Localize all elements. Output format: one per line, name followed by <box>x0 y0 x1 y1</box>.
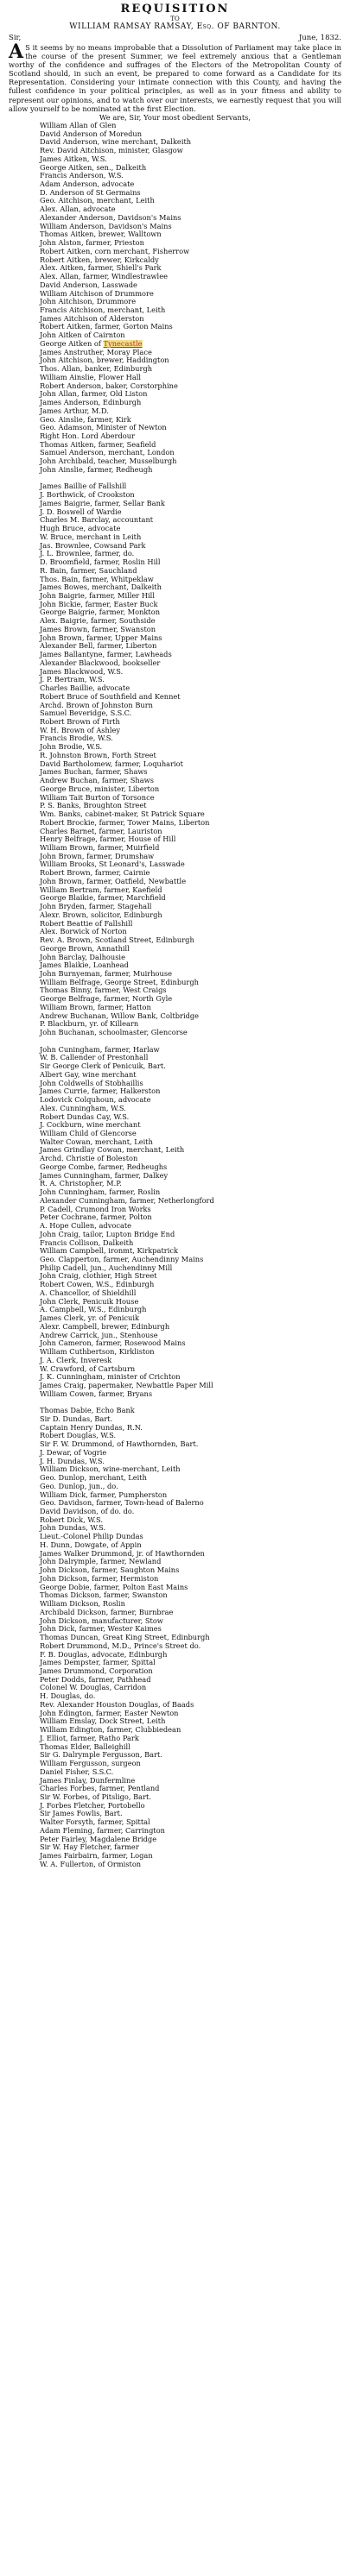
signatory-entry: Robert Brown of Firth <box>40 717 120 726</box>
signatory-entry: J. Borthwick, of Crookston <box>40 491 135 500</box>
signatory-entry: Francis Collison, Dalkeith <box>40 1238 134 1247</box>
signatory-entry: W. H. Brown of Ashley <box>40 726 121 734</box>
signatory-entry: William Bertram, farmer, Kaefield <box>40 885 162 894</box>
signatory-entry: J. K. Cunningham, minister of Crichton <box>40 1373 181 1382</box>
signatory-entry: Samuel Beveridge, S.S.C. <box>40 709 132 718</box>
signatory-entry: Thomas Aitken, farmer, Seafield <box>40 440 156 449</box>
signatory-entry: John Craig, tailor, Lupton Bridge End <box>40 1230 175 1238</box>
signatory-entry: William Fergusson, surgeon <box>40 1760 141 1768</box>
signatory-entry: William Brown, farmer, Muirfield <box>40 844 160 852</box>
signatory-entry: John Cunningham, farmer, Roslin <box>40 1188 161 1197</box>
signatory-entry: James Baigrie, farmer, Sellar Bank <box>40 499 165 507</box>
signatory-entry <box>9 1398 341 1407</box>
signatory-entry: Thomas Binny, farmer, West Craigs <box>40 986 167 995</box>
signatory-entry: J. Cockburn, wine merchant <box>40 1121 141 1130</box>
signatory-entry: Albert Gay, wine merchant <box>40 1070 137 1079</box>
signatory-entry: Robert Drummond, M.D., Prince's Street do. <box>40 1641 201 1650</box>
signatory-entry: F. B. Douglas, advocate, Edinburgh <box>40 1650 168 1659</box>
signatory-entry: Geo. Adamson, Minister of Newton <box>40 424 167 432</box>
signatory-entry: William Brown, farmer, Hatton <box>40 1003 151 1011</box>
signatory-entry: Adam Fleming, farmer, Carrington <box>40 1826 165 1835</box>
signatory-entry: Geo. Davidson, farmer, Town-head of Balerno <box>40 1499 204 1508</box>
signatory-entry: Charles Baillie, advocate <box>40 684 130 693</box>
signatory-entry: John Brodie, W.S. <box>40 743 103 752</box>
signatory-entry: R. Johnston Brown, Forth Street <box>40 751 156 759</box>
signatory-entry: John Buchanan, schoolmaster, Glencorse <box>40 1029 188 1037</box>
salutation-row <box>9 34 341 43</box>
signatory-entry: W. Bruce, merchant in Leith <box>40 532 142 541</box>
signatory-entry: James Anderson, Edinburgh <box>40 399 142 407</box>
signatory-entry: Walter Forsyth, farmer, Spittal <box>40 1818 150 1827</box>
signatory-entry: Thomas Aitken, brewer, Walltown <box>40 230 162 239</box>
signatory-entry: Adam Anderson, advocate <box>40 180 135 188</box>
signatory-entry: James Grindlay Cowan, merchant, Leith <box>40 1146 185 1155</box>
signatory-entry: William Cowen, farmer, Bryans <box>40 1389 153 1398</box>
addressee: WILLIAM RAMSAY RAMSAY, Esq. OF BARNTON. <box>69 22 281 31</box>
signatory-entry: Robert Douglas, W.S. <box>40 1432 117 1440</box>
signatory-entry: James Drummond, Corporation <box>40 1666 153 1675</box>
signatory-entry: Archd. Christie of Boleston <box>40 1155 138 1163</box>
signatory-entry: Archibald Dickson, farmer, Burnbrae <box>40 1608 174 1616</box>
signatory-entry: James Ballantyne, farmer, Lawheads <box>40 651 172 659</box>
signatory-entry: Alexander Cunningham, farmer, Netherlongford <box>40 1196 214 1205</box>
signatory-entry: George Bruce, minister, Liberton <box>40 784 160 793</box>
signatory-entry: W. A. Fullerton, of Ormiston <box>40 1860 142 1868</box>
signatory-entry: Charles Barnet, farmer, Lauriston <box>40 827 162 835</box>
signatory-entry: Geo. Clapperton, farmer, Auchendinny Mains <box>40 1255 204 1263</box>
signatory-entry: Alexander Bell, farmer, Liberton <box>40 642 157 651</box>
signatory-entry: Robert Dick, W.S. <box>40 1515 103 1524</box>
signatory-entry: John Dickson, farmer, Hermiston <box>40 1574 159 1583</box>
signatory-entry: Wm. Banks, cabinet-maker, St Patrick Square <box>40 810 205 819</box>
signatory-entry: William Child of Glencorse <box>40 1129 137 1137</box>
signatory-entry: A. Chancellor, of Shieldhill <box>40 1288 137 1297</box>
signatory-entry: John Brown, farmer, Drumshaw <box>40 852 155 860</box>
signatory-entry: Robert Cowen, W.S., Edinburgh <box>40 1281 155 1289</box>
signatory-entry: Lodovick Colquhoun, advocate <box>40 1096 151 1105</box>
signatory-entry: James Aitchison of Alderston <box>40 314 144 323</box>
signatory-entry: Thomas Elder, Balleighill <box>40 1742 130 1751</box>
signatory-entry: John Barclay, Dalhousie <box>40 953 125 961</box>
signatory-entry: Rev. Alexander Houston Douglas, of Baads <box>40 1700 194 1709</box>
signatory-entry: Thomas Duncan, Great King Street, Edinburgh <box>40 1634 210 1642</box>
signatory-entry: John Dalrymple, farmer, Newland <box>40 1558 162 1566</box>
signatory-entry: George Baigrie, farmer, Monkton <box>40 608 161 617</box>
signatory-entry: Alex. Cunningham, W.S. <box>40 1104 126 1112</box>
signatory-entry: Alexr. Brown, solicitor, Edinburgh <box>40 910 162 919</box>
signatory-entry: Peter Cochrane, farmer, Polton <box>40 1213 152 1222</box>
requisition-body <box>9 43 341 113</box>
signatory-entry: Daniel Fisher, S.S.C. <box>40 1767 114 1776</box>
signatory-entry: George Aitken, sen., Dalkeith <box>40 163 147 172</box>
signatory-entry: Alex. Borwick of Norton <box>40 928 127 936</box>
signatory-entry: Rev. A. Brown, Scotland Street, Edinburgh <box>40 936 194 945</box>
closing-line: We are, Sir, Your most obedient Servants, <box>99 112 251 122</box>
signatory-entry: David Anderson, wine merchant, Dalkeith <box>40 138 192 147</box>
signatory-entry: William Aitchison of Drummore <box>40 289 154 298</box>
signatory-entry: James Bowes, merchant, Dalkeith <box>40 583 162 592</box>
signatory-entry: George Combe, farmer, Redheughs <box>40 1162 168 1171</box>
signatory-entry: A. Campbell, W.S., Edinburgh <box>40 1306 147 1314</box>
signatory-entry: Andrew Buchanan, Willow Bank, Coltbridge <box>40 1011 200 1020</box>
signatory-entry: John Baigrie, farmer, Miller Hill <box>40 591 155 600</box>
signatory-entry: Archd. Brown of Johnston Burn <box>40 701 153 709</box>
signatory-entry: Robert Aitken, brewer, Kirkcaldy <box>40 255 159 264</box>
signatory-entry: John Allan, farmer, Old Liston <box>40 390 148 399</box>
signatory-entry: William Dickson, wine-merchant, Leith <box>40 1465 181 1474</box>
signatory-entry: Francis Anderson, W.S. <box>40 172 124 180</box>
signatory-entry: Philip Cadell, jun., Auchendinny Mill <box>40 1263 173 1272</box>
signatory-entry: Robert Brockie, farmer, Tower Mains, Liberton <box>40 818 210 827</box>
signatory-entry: D. Anderson of St Germains <box>40 188 141 197</box>
signatory-entry: William Ainslie, Flower Hall <box>40 373 142 381</box>
signatory-entry: James Aitken, W.S. <box>40 154 107 163</box>
signatory-entry: Sir W. Hay Fletcher, farmer <box>40 1843 139 1852</box>
signatory-entry: J. Dewar, of Vogrie <box>40 1448 107 1457</box>
signatory-entry: Robert Dundas Cay, W.S. <box>40 1112 130 1121</box>
signatory-entry: James Clerk, yr. of Penicuik <box>40 1314 139 1323</box>
signatory-entry: Charles M. Barclay, accountant <box>40 516 154 525</box>
to-line: TO <box>170 16 180 22</box>
signatory-entry: Geo. Ainslie, farmer, Kirk <box>40 415 131 424</box>
signatory-entry: David Anderson of Moredun <box>40 129 143 138</box>
signatory-entry: Thomas Dabie, Echo Bank <box>40 1407 135 1415</box>
date-line: June, 1832. <box>298 34 341 42</box>
signatory-entry: James Craig, papermaker, Newbattle Paper Mill <box>40 1382 213 1389</box>
signatory-entry: William Edington, farmer, Clubbiedean <box>40 1726 181 1735</box>
signatory-entry: Alex. Allan, farmer, Windlestrawlee <box>40 273 168 281</box>
signatory-entry: Sir D. Dundas, Bart. <box>40 1414 113 1423</box>
signatory-entry: Sir George Clerk of Penicuik, Bart. <box>40 1062 166 1071</box>
signatory-entry: Colonel W. Douglas, Carridon <box>40 1684 147 1692</box>
signatory-entry: Rev. David Aitchison, minister, Glasgow <box>40 147 183 155</box>
drop-cap: A <box>9 41 24 63</box>
signatory-entry: Francis Brodie, W.S. <box>40 734 113 743</box>
signatory-entry: Robert Aitken, farmer, Gorton Mains <box>40 323 173 331</box>
signatory-entry: John Alston, farmer, Prieston <box>40 239 144 248</box>
signatory-entry: Charles Forbes, farmer, Pentland <box>40 1785 160 1793</box>
signatory-entry: John Dickson, farmer, Saughton Mains <box>40 1566 180 1575</box>
signatory-entry: P. Cadell, Crumond Iron Works <box>40 1205 151 1213</box>
signatory-entry: James Fairbairn, farmer, Logan <box>40 1852 153 1861</box>
signatory-entry: William Anderson, Davidson's Mains <box>40 222 172 230</box>
signatory-entry: Hugh Bruce, advocate <box>40 525 121 533</box>
signatory-entry: W. B. Callender of Prestonhall <box>40 1054 149 1062</box>
signatory-entry: William Dickson, Roslin <box>40 1600 125 1609</box>
signatory-entry: A. Hope Cullen, advocate <box>40 1222 132 1231</box>
signatory-entry: Robert Bruce of Southfield and Kennet <box>40 692 181 701</box>
signatory-entry: William Brooks, St Leonard's, Lasswade <box>40 860 185 869</box>
signatory-entry: John Bickie, farmer, Easter Buck <box>40 600 158 608</box>
requisition-text: S it seems by no means improbable that a Dissolution of Parliament may take place in the course of the present Summer, we feel extremely anxious that a Gentleman worthy of the confidence and suffrages of the Electors of the Metropolitan County of Scotland should, in such an event, be prepared to come forward as a Candidate for its Representation. Considering your intimate connection with this County, and having the fullest confidence in your political principles, as well as in your fitness and ability to represent our opinions, and to watch over our interests, we earnestly request that you will allow yourself to be nominated at the first Election. <box>9 43 341 113</box>
signatory-entry: John Bryden, farmer, Stagehall <box>40 903 152 911</box>
signatory-entry: David Anderson, Lasswade <box>40 280 137 289</box>
signatory-list <box>9 122 341 1869</box>
signatory-entry: Alexr. Campbell, brewer, Edinburgh <box>40 1322 170 1331</box>
signatory-entry: Henry Belfrage, farmer, House of Hill <box>40 835 176 844</box>
signatory-entry: William Dick, farmer, Pumpherston <box>40 1490 168 1499</box>
signatory-entry: Thos. Allan, banker, Edinburgh <box>40 365 153 374</box>
signatory-entry: Alex. Aitken, farmer, Shiell's Park <box>40 264 162 273</box>
page-title: REQUISITION <box>120 3 230 16</box>
signatory-entry: D. Broomfield, farmer, Roslin Hill <box>40 558 161 567</box>
signatory-entry: William Tait Burton of Torsonce <box>40 793 155 802</box>
signatory-entry: Thos. Bain, farmer, Whitpeklaw <box>40 575 154 583</box>
signatory-entry: James Finlay, Dunfermline <box>40 1776 136 1785</box>
signatory-entry: J. Elliot, farmer, Ratho Park <box>40 1734 139 1742</box>
signatory-entry: James Blackwood, W.S. <box>40 667 124 676</box>
signatory-entry: David Bartholomew, farmer, Loquhariot <box>40 759 183 768</box>
signatory-entry: Jas. Brownlee, Cowsand Park <box>40 541 146 550</box>
signatory-entry: R. A. Christopher, M.P. <box>40 1180 122 1188</box>
signatory-entry: William Belfrage, George Street, Edinburgh <box>40 978 199 986</box>
signatory-entry <box>9 475 341 483</box>
signatory-entry: John Aitchison, brewer, Haddington <box>40 356 169 365</box>
signatory-entry: John Craig, clothier, High Street <box>40 1272 157 1281</box>
signatory-entry: Robert Brown, farmer, Cairnie <box>40 869 150 878</box>
signatory-entry: P. Blackburn, yr. of Killearn <box>40 1020 139 1029</box>
signatory-entry: H. Dunn, Dowgate, of Appin <box>40 1540 142 1549</box>
signatory-entry: J. Forbes Fletcher, Portobello <box>40 1801 145 1810</box>
signatory-entry: John Edington, farmer, Easter Newton <box>40 1709 179 1717</box>
signatory-entry: John Cuningham, farmer, Harlaw <box>40 1045 160 1054</box>
signatory-entry: Robert Anderson, baker, Corstorphine <box>40 381 178 390</box>
signatory-entry: H. Douglas, do. <box>40 1692 96 1701</box>
signatory-entry: Alexander Anderson, Davidson's Mains <box>40 213 181 222</box>
signatory-entry: Alex. Allan, advocate <box>40 205 116 214</box>
signatory-entry: Geo. Dunlop, merchant, Leith <box>40 1474 147 1483</box>
signatory-entry: John Dundas, W.S. <box>40 1524 106 1533</box>
signatory-entry: John Brown, farmer, Oatfield, Newbattle <box>40 877 187 885</box>
signatory-entry: Geo. Aitchison, merchant, Leith <box>40 197 155 205</box>
signatory-entry: Sir G. Dalrymple Fergusson, Bart. <box>40 1751 162 1760</box>
signatory-entry: J. H. Dundas, W.S. <box>40 1457 105 1465</box>
signatory-entry: William Emslay, Dock Street, Leith <box>40 1717 166 1726</box>
signatory-entry: John Burnyeman, farmer, Muirhouse <box>40 970 172 979</box>
salutation: Sir, <box>9 34 22 42</box>
signatory-entry: John Ainslie, farmer, Redheugh <box>40 465 153 474</box>
signatory-entry: J. L. Brownlee, farmer, do. <box>40 550 135 558</box>
signatory-entry: James Buchan, farmer, Shaws <box>40 768 148 777</box>
signatory-entry: George Belfrage, farmer, North Gyle <box>40 995 173 1004</box>
signatory-entry <box>9 1037 341 1046</box>
signatory-entry: Alexander Blackwood, bookseller <box>40 658 161 667</box>
signatory-entry: John Aitken of Cairnton <box>40 331 125 340</box>
signatory-entry: Walter Cowan, merchant, Leith <box>40 1137 153 1146</box>
signatory-entry: James Dempster, farmer, Spittal <box>40 1659 156 1667</box>
signatory-entry: P. S. Banks, Broughton Street <box>40 802 147 810</box>
signatory-entry: Peter Dodds, farmer, Pathhead <box>40 1675 151 1684</box>
signatory-entry: George Brown, Annathill <box>40 944 130 953</box>
signatory-entry: James Blaikie, Loanhead <box>40 961 129 970</box>
signatory-entry: David Davidson, of do. do. <box>40 1508 135 1516</box>
signatory-entry: Andrew Buchan, farmer, Shaws <box>40 777 154 785</box>
signatory-entry: Sir F. W. Drummond, of Hawthornden, Bart. <box>40 1440 199 1449</box>
highlighted-word: Tynecastle <box>103 339 143 348</box>
signatory-entry: Samuel Anderson, merchant, London <box>40 449 175 457</box>
signatory-entry: William Campbell, ironmt, Kirkpatrick <box>40 1247 178 1256</box>
signatory-entry: James Cunningham, farmer, Dalkey <box>40 1171 169 1180</box>
signatory-entry: James Brown, farmer, Swanston <box>40 625 156 633</box>
signatory-entry: George Aitken of Tynecastle <box>40 339 143 348</box>
signatory-entry: Robert Aitken, corn merchant, Fisherrow <box>40 247 190 255</box>
signatory-entry: James Walker Drummond, jr. of Hawthornden <box>40 1549 205 1558</box>
signatory-entry: John Clerk, Penicuik House <box>40 1297 139 1306</box>
signatory-entry: George Blaikie, farmer, Marchfield <box>40 894 166 903</box>
signatory-entry: Francis Aitchison, merchant, Leith <box>40 306 166 314</box>
signatory-entry: James Anstruther, Moray Place <box>40 348 152 356</box>
signatory-entry: James Currie, farmer, Halkerston <box>40 1087 161 1096</box>
signatory-entry: John Dick, farmer, Wester Kaimes <box>40 1625 162 1634</box>
signatory-entry: John Brown, farmer, Upper Mains <box>40 633 162 642</box>
signatory-entry: J. A. Clerk, Inveresk <box>40 1356 112 1364</box>
signatory-entry: John Cameron, farmer, Rosewood Mains <box>40 1339 186 1348</box>
signatory-entry: Lieut.-Colonel Philip Dundas <box>40 1533 143 1541</box>
signatory-entry: Peter Fairley, Magdalene Bridge <box>40 1835 157 1843</box>
signatory-entry: W. Crawford, of Cartsburn <box>40 1364 136 1373</box>
signatory-entry: John Archibald, teacher, Musselburgh <box>40 457 177 466</box>
signatory-entry: James Arthur, M.D. <box>40 406 109 415</box>
signatory-entry: John Aitchison, Drummore <box>40 298 137 306</box>
signatory-entry: Sir W. Forbes, of Pitsligo, Bart. <box>40 1792 151 1801</box>
signatory-entry: R. Bain, farmer, Sauchland <box>40 566 137 575</box>
signatory-entry: James Baillie of Fallshill <box>40 482 127 491</box>
signatory-entry: J. P. Bertram, W.S. <box>40 676 105 684</box>
signatory-entry: Robert Beattie of Fallshill <box>40 919 133 928</box>
signatory-entry: Alex. Baigrie, farmer, Southside <box>40 617 156 626</box>
signatory-entry: Sir James Fowlis, Bart. <box>40 1810 123 1818</box>
signatory-entry: Geo. Dunlop, jun., do. <box>40 1482 118 1490</box>
signatory-entry: Captain Henry Dundas, R.N. <box>40 1423 143 1432</box>
signatory-entry: William Allan of Glen <box>40 121 117 129</box>
signatory-entry: Right Hon. Lord Aberdour <box>40 432 135 441</box>
signatory-entry: John Coldwells of Stobhaillis <box>40 1079 143 1087</box>
signatory-entry: J. D. Boswell of Wardie <box>40 507 122 516</box>
signatory-entry: Andrew Carrick, jun., Stenhouse <box>40 1331 158 1339</box>
signatory-entry: William Cuthbertson, Kirkliston <box>40 1348 155 1357</box>
signatory-entry: John Dickson, manufacturer, Stow <box>40 1616 163 1625</box>
signatory-entry: George Dobie, farmer, Polton East Mains <box>40 1583 188 1591</box>
signatory-entry: Thomas Dickson, farmer, Swanston <box>40 1591 168 1600</box>
